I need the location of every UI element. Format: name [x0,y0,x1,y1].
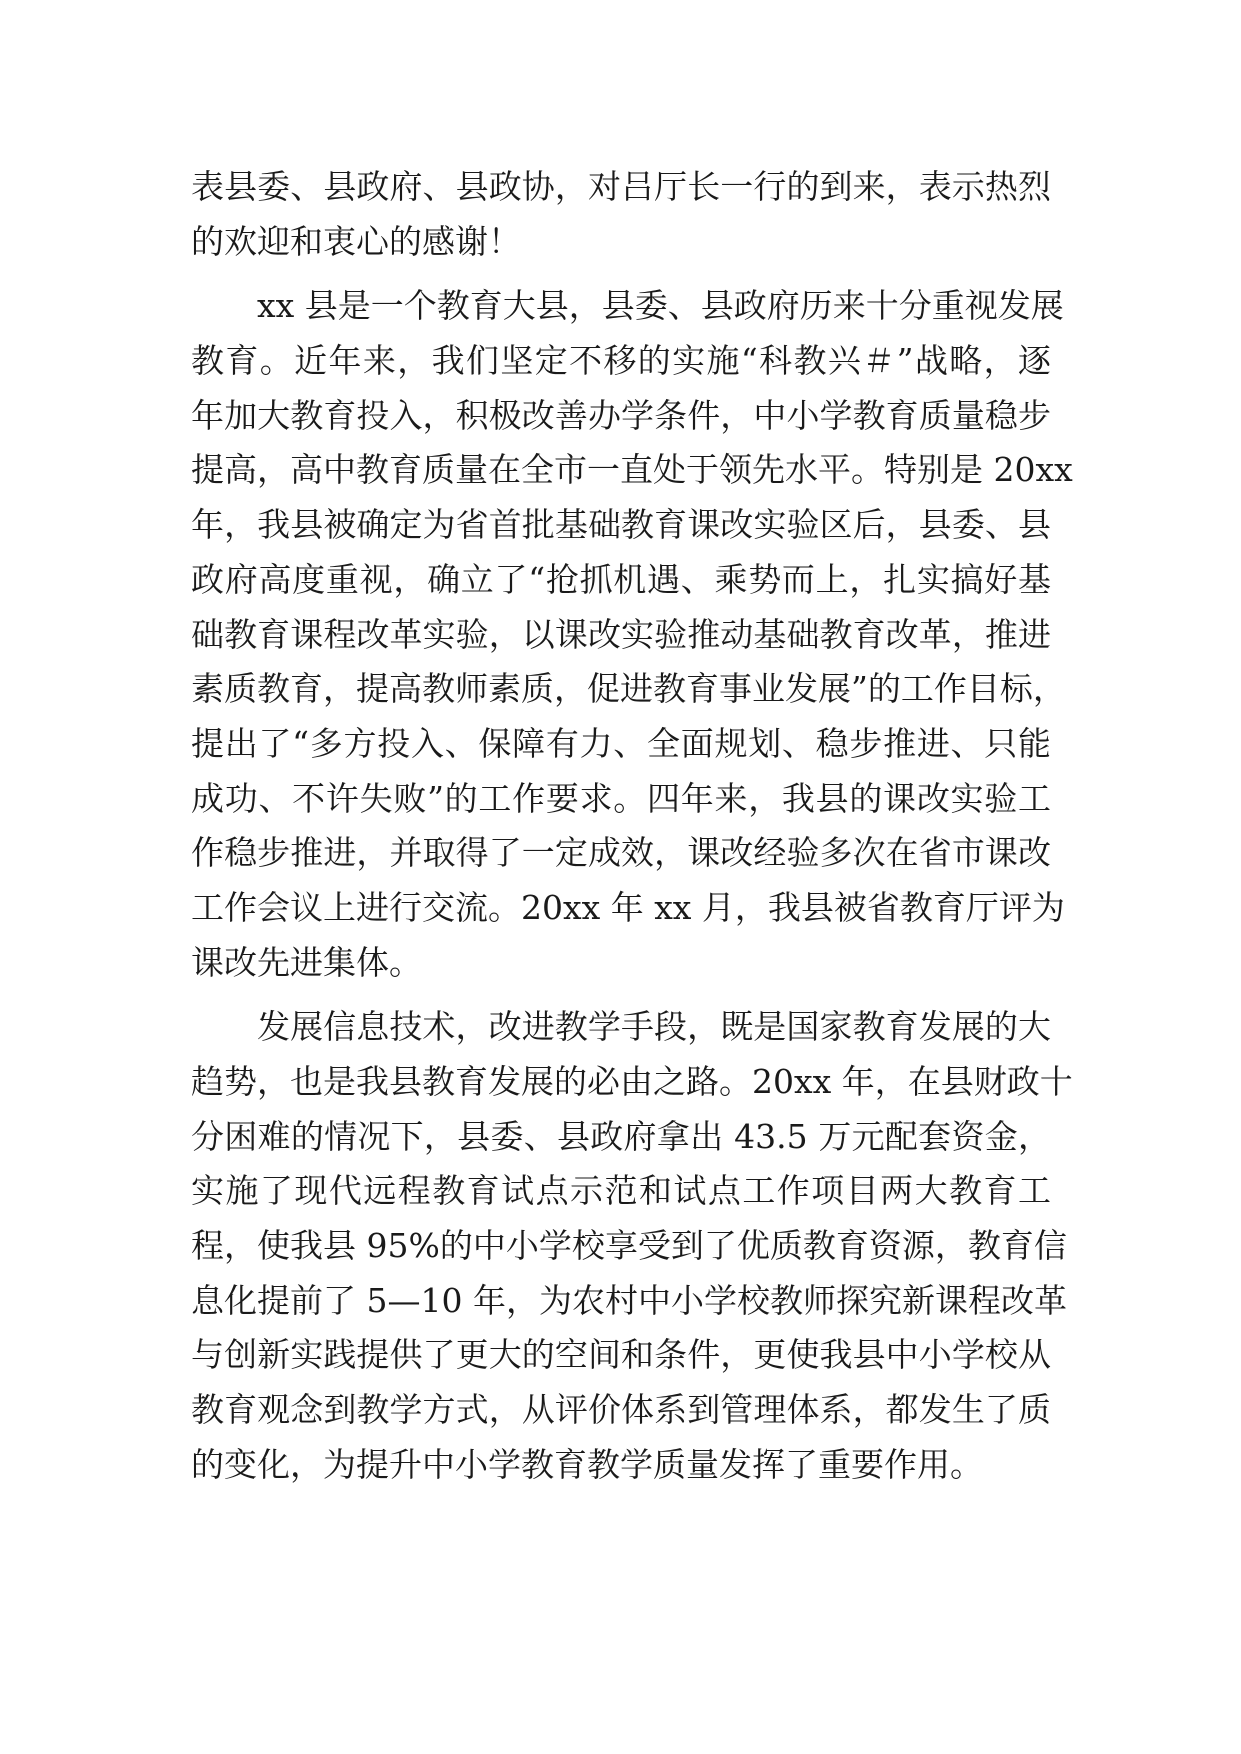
text-line: 息化提前了 5—10 年，为农村中小学校教师探究新课程改革 [191,1280,1067,1320]
text-line: 教育观念到教学方式，从评价体系到管理体系，都发生了质 [191,1390,1051,1430]
text-line: 与创新实践提供了更大的空间和条件，更使我县中小学校从 [191,1335,1051,1375]
text-line: 年，我县被确定为省首批基础教育课改实验区后，县委、县 [191,505,1051,545]
text-line: 提高，高中教育质量在全市一直处于领先水平。特别是 20xx [191,450,1073,490]
text-line: 程，使我县 95%的中小学校享受到了优质教育资源，教育信 [191,1226,1067,1266]
text-line: 的欢迎和衷心的感谢！ [191,221,521,261]
body-text [191,160,1073,1493]
text-line: 作稳步推进，并取得了一定成效，课改经验多次在省市课改 [191,833,1051,873]
paragraph-2 [191,279,1073,990]
text-line: 提出了“多方投入、保障有力、全面规划、稳步推进、只能 [191,723,1051,763]
text-line: 课改先进集体。 [191,942,422,982]
text-line: 趋势，也是我县教育发展的必由之路。20xx 年，在县财政十 [191,1062,1073,1101]
text-line: 政府高度重视，确立了“抢抓机遇、乘势而上，扎实搞好基 [191,559,1051,599]
text-line: xx 县是一个教育大县，县委、县政府历来十分重视发展 [257,286,1064,326]
text-line: 础教育课程改革实验，以课改实验推动基础教育改革，推进 [191,614,1051,654]
text-line: 的变化，为提升中小学教育教学质量发挥了重要作用。 [191,1444,983,1484]
text-line: 素质教育，提高教师素质，促进教育事业发展”的工作目标， [191,669,1066,709]
paragraph-1 [191,160,1051,269]
text-line: 成功、不许失败”的工作要求。四年来，我县的课改实验工 [191,778,1051,818]
text-line: 发展信息技术，改进教学手段，既是国家教育发展的大 [257,1007,1051,1047]
text-line: 实施了现代远程教育试点示范和试点工作项目两大教育工 [191,1171,1051,1211]
text-line: 年加大教育投入，积极改善办学条件，中小学教育质量稳步 [191,395,1051,435]
text-line: 工作会议上进行交流。20xx 年 xx 月，我县被省教育厅评为 [191,887,1065,927]
text-line: 教育。近年来，我们坚定不移的实施“科教兴＃”战略，逐 [191,341,1051,381]
text-line: 表县委、县政府、县政协，对吕厅长一行的到来，表示热烈 [191,167,1051,206]
paragraph-3 [191,1000,1073,1492]
text-line: 分困难的情况下，县委、县政府拿出 43.5 万元配套资金， [191,1116,1051,1156]
